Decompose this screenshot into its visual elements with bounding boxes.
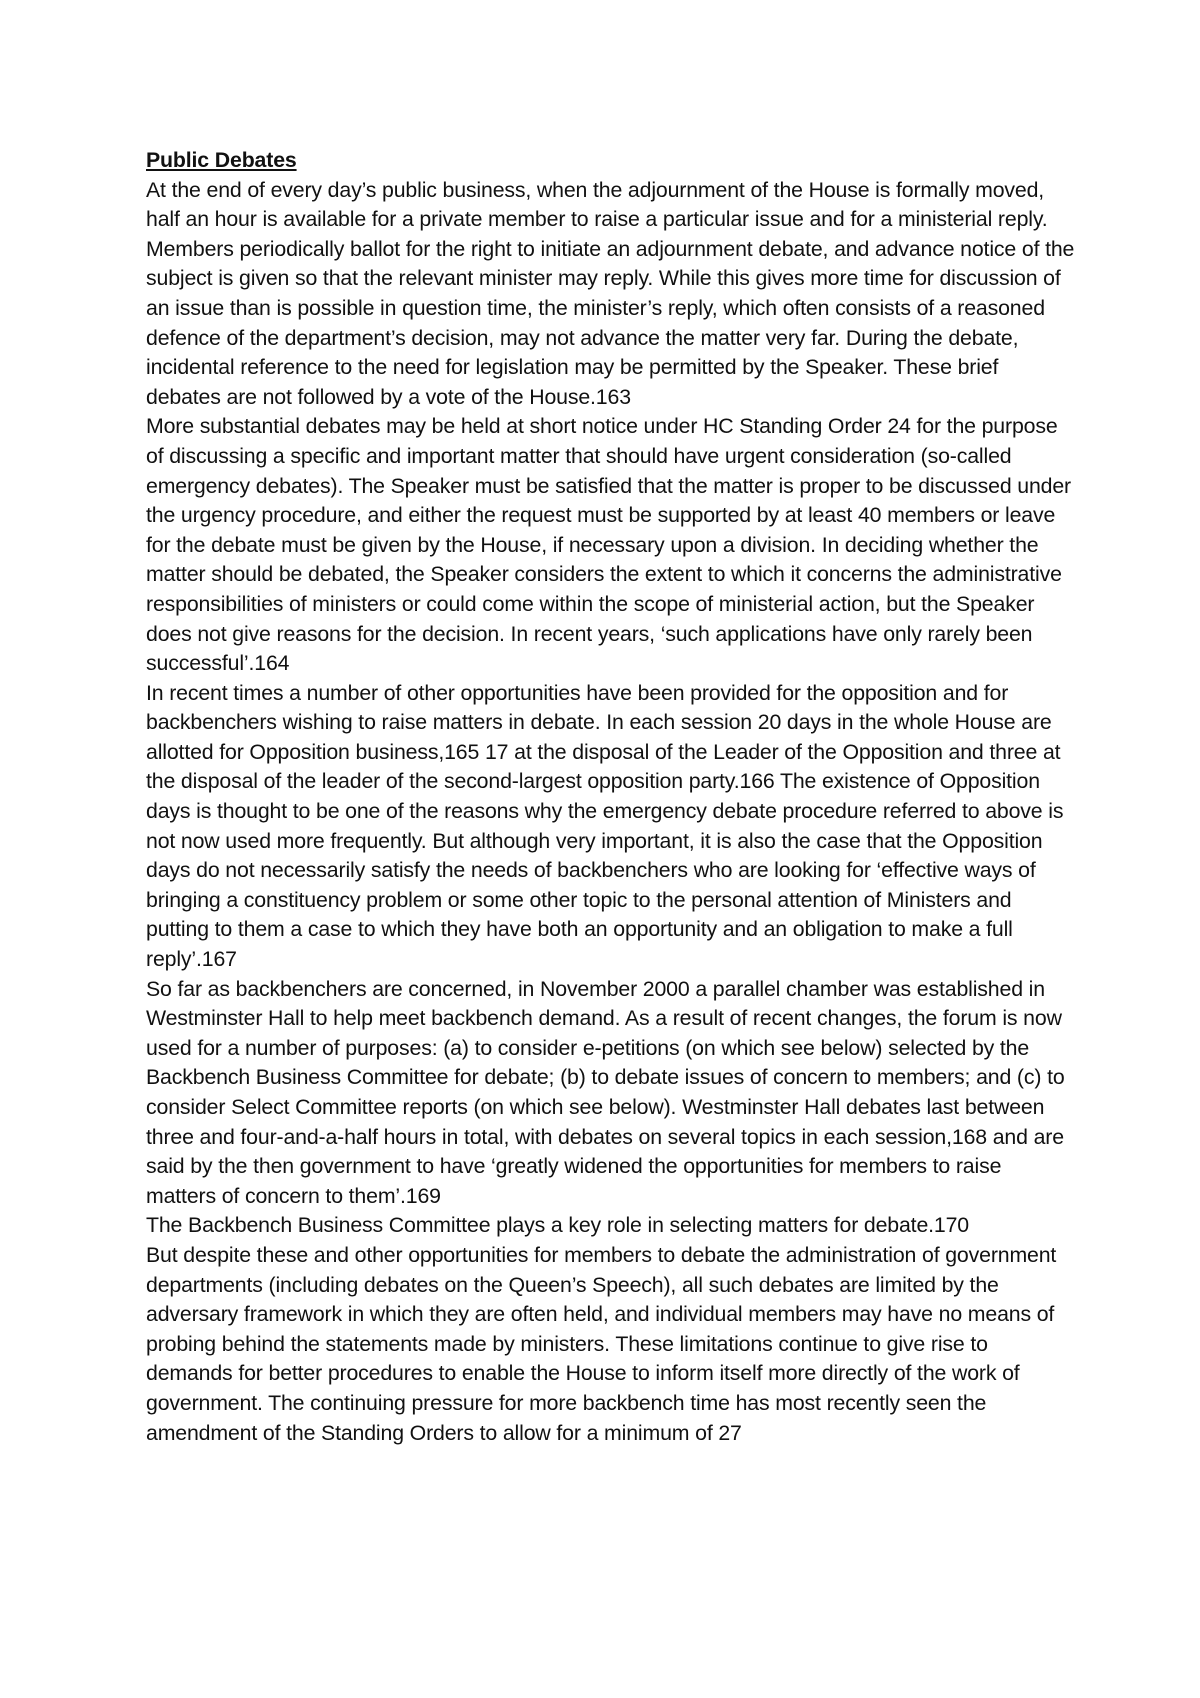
section-heading: Public Debates — [146, 148, 297, 172]
paragraph-westminster-hall: So far as backbenchers are concerned, in November 2000 a parallel chamber was established in Westminster Hall to help meet backbench demand. As a result of recent changes, the forum is now used for a number of purposes: (a) to consider e-petitions (on which see below) selected by the Backbench Business Committee for debate; (b) to debate issues of concern to members; and (c) to consider Select Committee reports (on which see below). Westminster Hall debates last between three and four-and-a-half hours in total, with debates on several topics in each session,168 and are said by the then government to have ‘greatly widened the opportunities for members to raise matters of concern to them’.169 — [146, 976, 1065, 1208]
paragraph-opposition-days: In recent times a number of other opportunities have been provided for the opposition and for backbenchers wishing to raise matters in debate. In each session 20 days in the whole House are allotted for Opposition business,165 17 at the disposal of the Leader of the Opposition and three at the disposal of the leader of the second-largest opposition party.166 The existence of Opposition days is thought to be one of the reasons why the emergency debate procedure referred to above is not now used more frequently. But although very important, it is also the case that the Opposition days do not necessarily satisfy the needs of backbenchers who are looking for ‘effective ways of bringing a constituency problem or some other topic to the personal attention of Ministers and putting to them a case to which they have both an opportunity and an obligation to make a full reply’.167 — [146, 680, 1064, 972]
paragraph-backbench-committee: The Backbench Business Committee plays a key role in selecting matters for debate.170 — [146, 1213, 969, 1238]
document-body — [146, 146, 1076, 1448]
paragraph-emergency-debates: More substantial debates may be held at short notice under HC Standing Order 24 for the purpose of discussing a specific and important matter that should have urgent consideration (so-called emergency debates). The Speaker must be satisfied that the matter is proper to be discussed under the urgency procedure, and either the request must be supported by at least 40 members or leave for the debate must be given by the House, if necessary upon a division. In deciding whether the matter should be debated, the Speaker considers the extent to which it concerns the administrative responsibilities of ministers or could come within the scope of ministerial action, but the Speaker does not give reasons for the decision. In recent years, ‘such applications have only rarely been successful’.164 — [146, 414, 1071, 676]
paragraph-limitations: But despite these and other opportunities for members to debate the administration of government departments (including debates on the Queen’s Speech), all such debates are limited by the adversary framework in which they are often held, and individual members may have no means of probing behind the statements made by ministers. These limitations continue to give rise to demands for better procedures to enable the House to inform itself more directly of the work of government. The continuing pressure for more backbench time has most recently seen the amendment of the Standing Orders to allow for a minimum of 27 — [146, 1242, 1057, 1445]
paragraph-adjournment-debates: At the end of every day’s public business, when the adjournment of the House is formally moved, half an hour is available for a private member to raise a particular issue and for a ministerial reply. Members periodically ballot for the right to initiate an adjournment debate, and advance notice of the subject is given so that the relevant minister may reply. While this gives more time for discussion of an issue than is possible in question time, the minister’s reply, which often consists of a reasoned defence of the department’s decision, may not advance the matter very far. During the debate, incidental reference to the need for legislation may be permitted by the Speaker. These brief debates are not followed by a vote of the House.163 — [146, 177, 1075, 409]
